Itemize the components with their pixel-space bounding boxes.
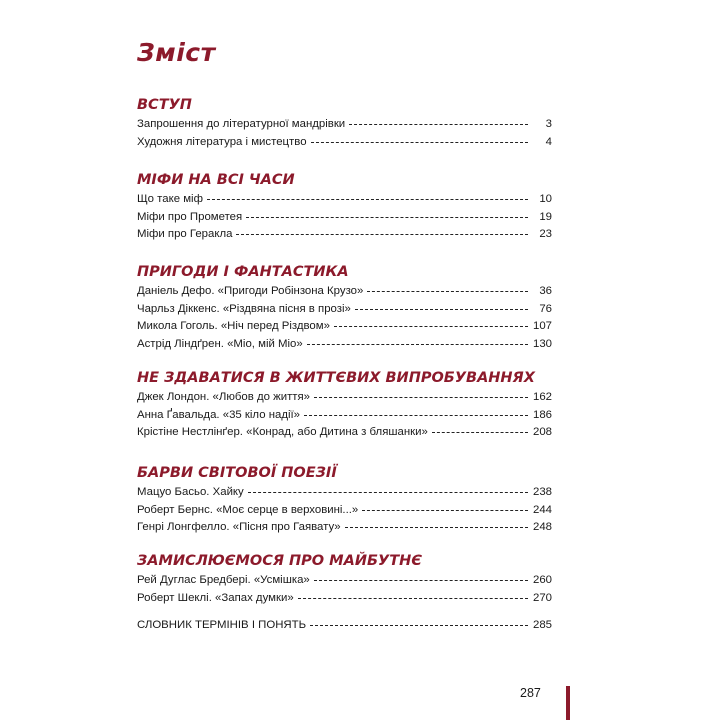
dot-leader — [248, 492, 528, 493]
toc-row — [137, 572, 552, 590]
toc-entry-title: Генрі Лонгфелло. «Пісня про Гаявату» — [137, 521, 341, 533]
dot-leader — [307, 344, 528, 345]
toc-row — [137, 318, 552, 336]
dot-leader — [246, 217, 528, 218]
toc-row — [137, 283, 552, 301]
dot-leader — [334, 326, 528, 327]
toc-page-number: 270 — [532, 591, 552, 604]
toc-page-number: 238 — [532, 486, 552, 498]
toc-section — [137, 94, 552, 151]
toc-row — [137, 134, 552, 152]
toc-page-number: 76 — [539, 302, 552, 315]
toc-page-number: 36 — [539, 285, 552, 297]
toc-row — [137, 502, 552, 520]
glossary-entry — [137, 617, 552, 635]
toc-section — [137, 462, 552, 537]
section-title: МІФИ НА ВСІ ЧАСИ — [137, 172, 295, 188]
toc-row — [137, 191, 552, 209]
toc-section — [137, 169, 552, 244]
toc-page-number: 186 — [532, 408, 552, 421]
dot-leader — [362, 510, 528, 511]
toc-page-number: 244 — [532, 503, 552, 516]
toc-entry-title: Міфи про Прометея — [137, 210, 243, 223]
section-title: НЕ ЗДАВАТИСЯ В ЖИТТЄВИХ ВИПРОБУВАННЯХ — [137, 370, 535, 386]
toc-row — [137, 617, 552, 635]
dot-leader — [298, 598, 528, 599]
toc-entry-title: СЛОВНИК ТЕРМІНІВ І ПОНЯТЬ — [137, 619, 307, 631]
toc-page-number: 208 — [532, 426, 552, 438]
toc-entry-title: Микола Гоголь. «Ніч перед Різдвом» — [137, 320, 330, 332]
toc-page-number: 285 — [532, 619, 552, 631]
toc-entry-title: Що таке міф — [137, 193, 203, 205]
toc-row — [137, 407, 552, 425]
dot-leader — [314, 397, 528, 398]
toc-entry-title: Астрід Ліндґрен. «Міо, мій Міо» — [137, 337, 303, 350]
toc-entry-title: Художня література і мистецтво — [137, 135, 307, 148]
dot-leader — [355, 309, 528, 310]
toc-page-number: 260 — [532, 574, 552, 586]
dot-leader — [367, 291, 528, 292]
toc-entry-title: Чарльз Діккенс. «Різдвяна пісня в прозі» — [137, 302, 351, 315]
dot-leader — [314, 580, 528, 581]
toc-page-number: 23 — [539, 228, 552, 240]
toc-page-number: 130 — [532, 337, 552, 350]
dot-leader — [432, 432, 528, 433]
toc-row — [137, 424, 552, 442]
toc-entry-title: Міфи про Геракла — [137, 228, 233, 240]
toc-row — [137, 301, 552, 319]
toc-row — [137, 226, 552, 244]
toc-section — [137, 367, 552, 442]
toc-entry-title: Анна Ґавальда. «35 кіло надії» — [137, 408, 300, 421]
toc-page-number: 3 — [545, 118, 552, 130]
dot-leader — [349, 124, 528, 125]
section-title: ЗАМИСЛЮЄМОСЯ ПРО МАЙБУТНЄ — [137, 553, 422, 569]
toc-entry-title: Крістіне Нестлінґер. «Конрад, або Дитина з бляшанки» — [137, 426, 428, 438]
toc-page-number: 4 — [545, 135, 552, 148]
toc-entry-title: Джек Лондон. «Любов до життя» — [137, 391, 311, 403]
toc-page-number: 107 — [532, 320, 552, 332]
toc-page-number: 19 — [539, 210, 552, 223]
toc-section — [137, 550, 552, 607]
dot-leader — [207, 199, 528, 200]
toc-entry-title: Даніель Дефо. «Пригоди Робінзона Крузо» — [137, 285, 364, 297]
toc-row — [137, 389, 552, 407]
page-title: Зміст — [137, 38, 216, 67]
toc-page-number: 10 — [539, 193, 552, 205]
dot-leader — [236, 234, 528, 235]
page-accent-bar — [566, 686, 570, 720]
toc-entry-title: Запрошення до літературної мандрівки — [137, 118, 346, 130]
toc-page-number: 162 — [532, 391, 552, 403]
dot-leader — [304, 415, 528, 416]
dot-leader — [345, 527, 528, 528]
toc-section — [137, 261, 552, 353]
toc-entry-title: Роберт Бернс. «Моє серце в верховині...» — [137, 503, 359, 516]
toc-entry-title: Мацуо Басьо. Хайку — [137, 486, 244, 498]
toc-row — [137, 116, 552, 134]
toc-page-number: 248 — [532, 521, 552, 533]
dot-leader — [310, 625, 528, 626]
toc-row — [137, 336, 552, 354]
section-title: ВСТУП — [137, 97, 192, 113]
toc-row — [137, 519, 552, 537]
section-title: ПРИГОДИ І ФАНТАСТИКА — [137, 264, 349, 280]
page-number: 287 — [520, 686, 541, 700]
toc-entry-title: Рей Дуглас Бредбері. «Усмішка» — [137, 574, 310, 586]
section-title: БАРВИ СВІТОВОЇ ПОЕЗІЇ — [137, 465, 337, 481]
toc-entry-title: Роберт Шеклі. «Запах думки» — [137, 591, 294, 604]
toc-row — [137, 209, 552, 227]
toc-row — [137, 590, 552, 608]
toc-row — [137, 484, 552, 502]
dot-leader — [311, 142, 528, 143]
